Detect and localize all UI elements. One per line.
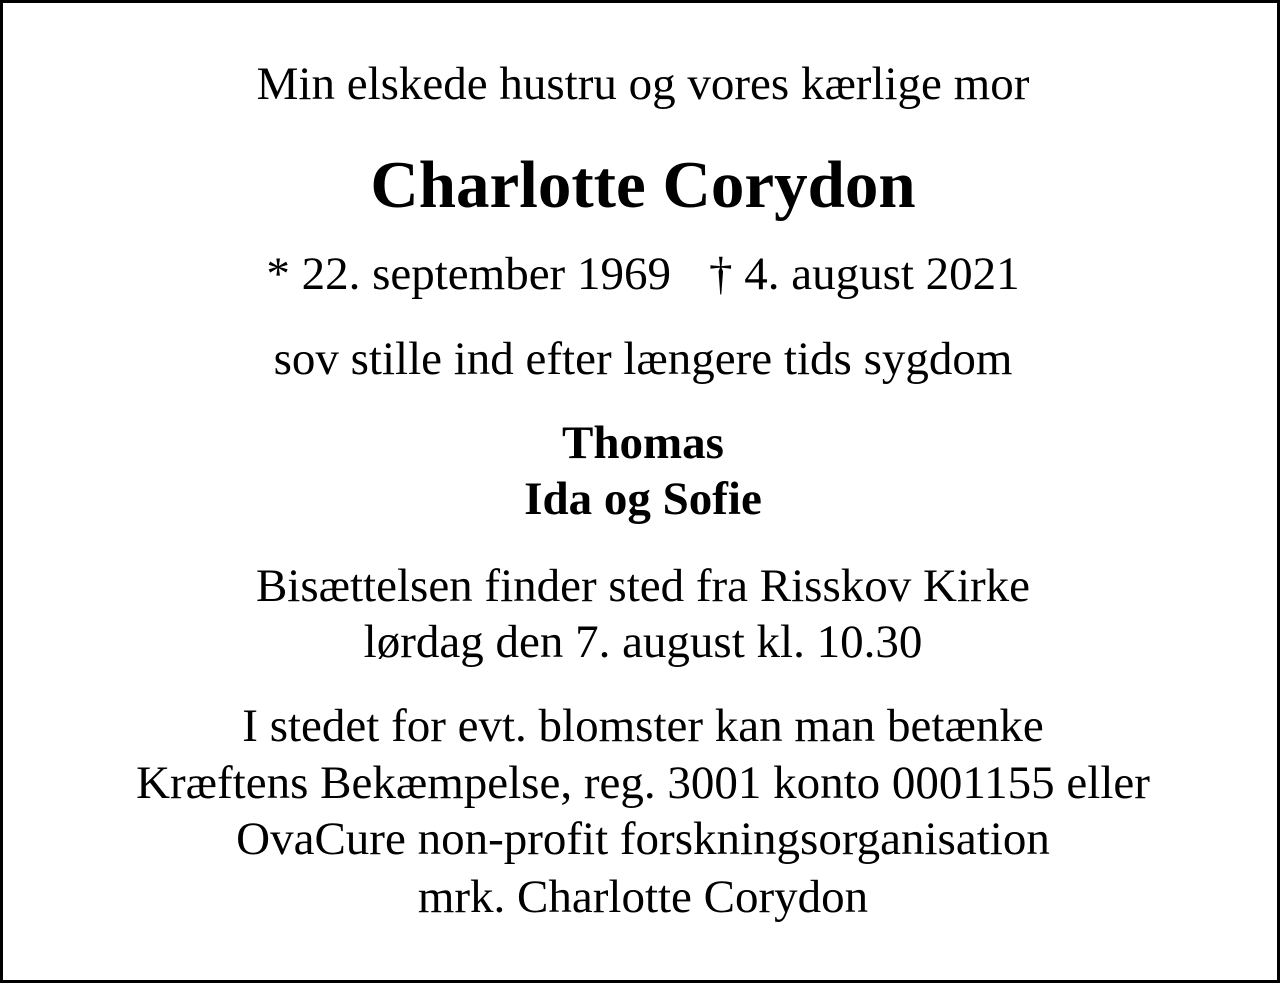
family-member: Ida og Sofie [524,473,762,525]
deceased-name: Charlotte Corydon [370,148,916,222]
dates-line [3,246,1280,302]
funeral-line: Bisættelsen finder sted fra Risskov Kirke [255,560,1031,612]
funeral-line: lørdag den 7. august kl. 10.30 [363,616,923,668]
donation-line: mrk. Charlotte Corydon [417,871,869,923]
donation-line: I stedet for evt. blomster kan man betænke [242,700,1044,752]
family-member: Thomas [562,417,724,469]
birth-date: * 22. september 1969 [266,248,671,300]
death-date: † 4. august 2021 [708,248,1020,300]
passing-line: sov stille ind efter længere tids sygdom [273,333,1013,385]
donation-line: OvaCure non-profit forskningsorganisation [236,813,1050,865]
donation-line: Kræftens Bekæmpelse, reg. 3001 konto 0001155 eller [136,757,1150,809]
intro-line: Min elskede hustru og vores kærlige mor [256,58,1030,110]
